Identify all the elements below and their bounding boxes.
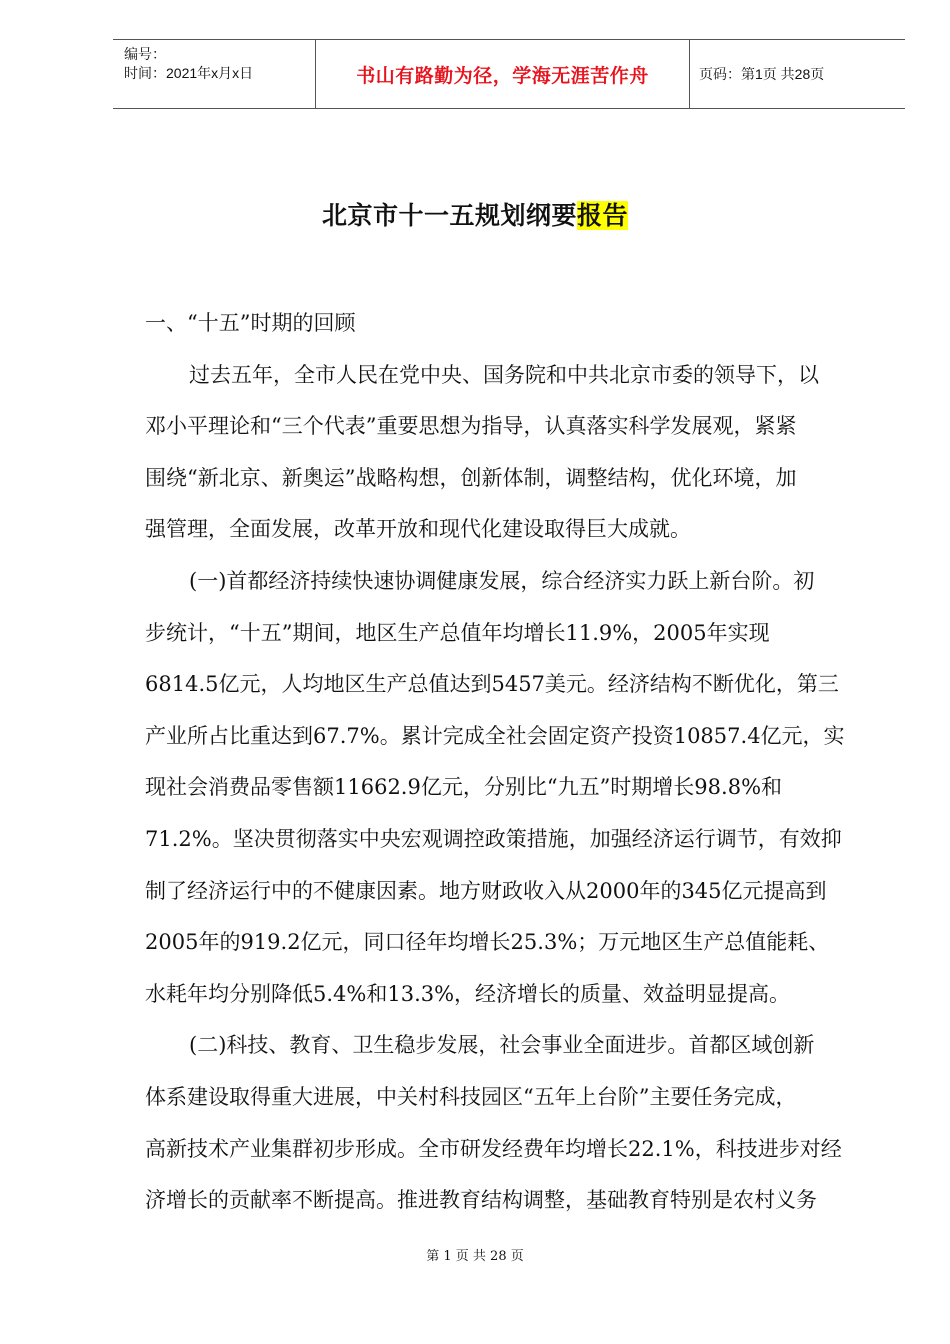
body-line: 6814.5亿元，人均地区生产总值达到5457美元。经济结构不断优化，第三 [145,672,839,697]
title-highlight: 报告 [577,201,629,230]
body-line: 现社会消费品零售额11662.9亿元，分别比“九五”时期增长98.8%和 [145,775,783,800]
body-line: 71.2%。坚决贯彻落实中央宏观调控政策措施，加强经济运行调节，有效抑 [145,826,842,851]
body-line: 2005年的919.2亿元，同口径年均增长25.3%；万元地区生产总值能耗、 [145,930,830,955]
title-main: 北京市十一五规划纲要 [321,201,577,230]
header-motto-cell [316,40,690,108]
body-line: 步统计，“十五”期间，地区生产总值年均增长11.9%，2005年实现 [145,620,770,645]
body-line: 高新技术产业集群初步形成。全市研发经费年均增长22.1%，科技进步对经 [145,1136,842,1161]
body-line: 产业所占比重达到67.7%。累计完成全社会固定资产投资10857.4亿元，实 [145,723,845,748]
header-motto: 书山有路勤为径，学海无涯苦作舟 [356,64,649,87]
document-time-label: 时间：2021年x月x日 [124,65,254,81]
body-line: (一)首都经济持续快速协调健康发展，综合经济实力跃上新台阶。初 [189,568,815,593]
document-title [0,196,950,232]
body-line: 强管理，全面发展，改革开放和现代化建设取得巨大成就。 [145,517,691,542]
body-line: 济增长的贡献率不断提高。推进教育结构调整，基础教育特别是农村义务 [145,1188,817,1213]
body-line: 体系建设取得重大进展，中关村科技园区“五年上台阶”主要任务完成， [145,1084,797,1109]
section-heading: 一、“十五”时期的回顾 [145,311,356,335]
header-page-info: 页码：第1页 共28页 [699,66,825,82]
document-body [145,300,877,1229]
body-line: 水耗年均分别降低5.4%和13.3%，经济增长的质量、效益明显提高。 [145,981,791,1006]
body-line: 制了经济运行中的不健康因素。地方财政收入从2000年的345亿元提高到 [145,878,827,903]
body-line: (二)科技、教育、卫生稳步发展，社会事业全面进步。首都区域创新 [189,1033,815,1058]
page-header [113,39,905,109]
body-line: 邓小平理论和“三个代表”重要思想为指导，认真落实科学发展观，紧紧 [145,414,797,439]
body-line: 过去五年，全市人民在党中央、国务院和中共北京市委的领导下，以 [189,362,819,387]
document-number-label: 编号： [124,46,166,62]
header-meta [113,40,316,108]
page-footer: 第 1 页 共 28 页 [426,1249,524,1264]
body-line: 围绕“新北京、新奥运”战略构想，创新体制，调整结构，优化环境，加 [145,465,797,490]
